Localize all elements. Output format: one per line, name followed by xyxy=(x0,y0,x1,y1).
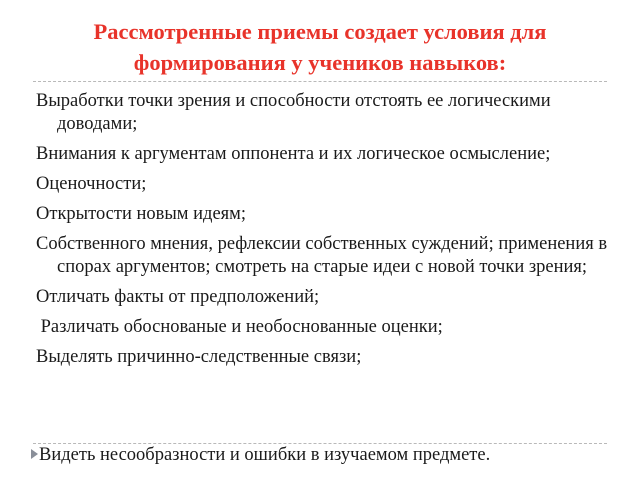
title-divider xyxy=(33,81,607,82)
list-item: Внимания к аргументам оппонента и их логическое осмысление; xyxy=(36,144,551,164)
list-item-last xyxy=(31,444,611,467)
list-item-last-text: Видеть несообразности и ошибки в изучаемом предмете. xyxy=(39,445,491,465)
slide-title xyxy=(20,16,620,78)
list-item: Открытости новым идеям; xyxy=(36,204,247,224)
list-item: Собственного мнения, рефлексии собственных суждений; применения в спорах аргументов; смотреть на старые идеи с новой точки зрения; xyxy=(36,234,608,277)
triangle-bullet-icon xyxy=(31,449,38,459)
list-item: Выработки точки зрения и способности отстоять ее логическими доводами; xyxy=(36,91,551,134)
slide-title-line-2: формирования у учеников навыков: xyxy=(133,50,507,75)
list-item: Отличать факты от предположений; xyxy=(36,287,320,307)
slide-title-line-1: Рассмотренные приемы создает условия для xyxy=(93,19,547,44)
list-item: Выделять причинно-следственные связи; xyxy=(36,347,362,367)
skills-list xyxy=(36,90,608,465)
list-item: Различать обоснованые и необоснованные оценки; xyxy=(36,317,443,337)
bottom-divider xyxy=(33,443,607,444)
list-item: Оценочности; xyxy=(36,174,147,194)
